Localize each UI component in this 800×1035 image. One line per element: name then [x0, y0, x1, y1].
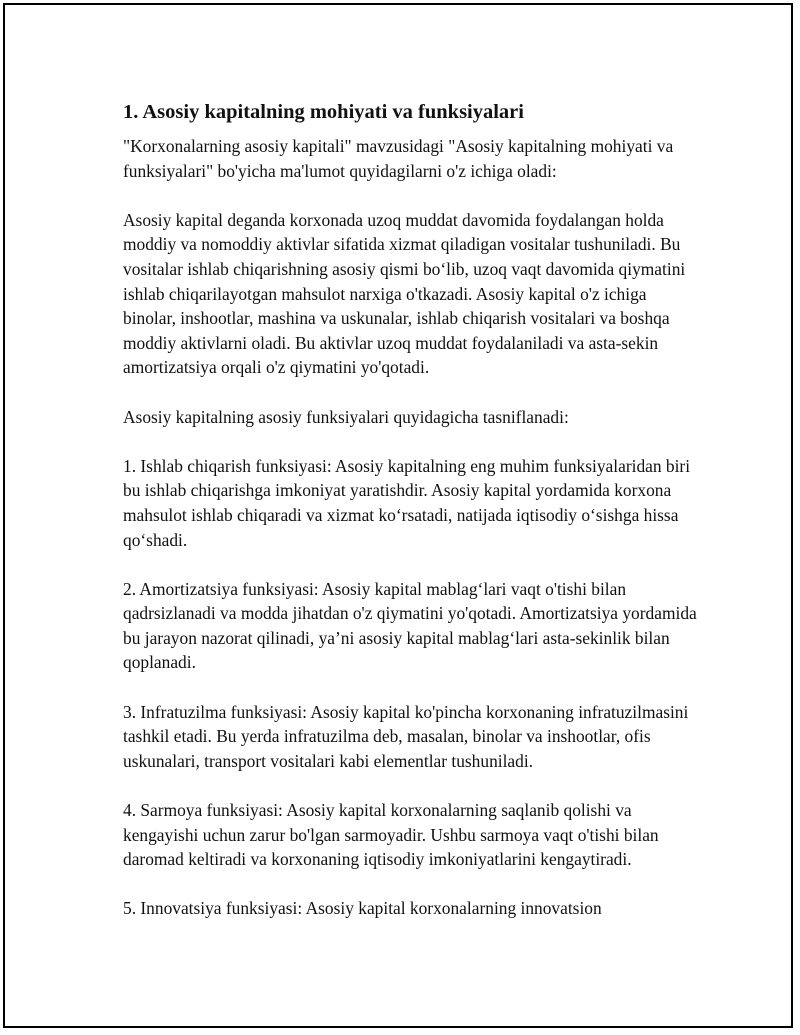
functions-intro-paragraph: Asosiy kapitalning asosiy funksiyalari quyidagicha tasniflanadi:	[123, 406, 569, 427]
intro-paragraph: "Korxonalarning asosiy kapitali" mavzusidagi "Asosiy kapitalning mohiyati va funksiyalari" bo'yicha ma'lumot quyidagilarni o'z ichiga oladi:	[123, 136, 674, 181]
function-item-infrastructure: 3. Infratuzilma funksiyasi: Asosiy kapital ko'pincha korxonaning infratuzilmasini tashkil etadi. Bu yerda infratuzilma deb, masalan, binolar va inshootlar, ofis uskunalari, transport vositalari kabi elementlar tushuniladi.	[123, 701, 689, 771]
function-item-investment: 4. Sarmoya funksiyasi: Asosiy kapital korxonalarning saqlanib qolishi va kengayishi uchun zarur bo'lgan sarmoyadir. Ushbu sarmoya vaqt o'tishi bilan daromad keltiradi va korxonaning iqtisodiy imkoniyatlarini kengaytiradi.	[123, 800, 659, 870]
function-item-innovation: 5. Innovatsiya funksiyasi: Asosiy kapital korxonalarning innovatsion	[123, 898, 602, 919]
section-heading: 1. Asosiy kapitalning mohiyati va funksiyalari	[123, 101, 524, 123]
function-item-amortization: 2. Amortizatsiya funksiyasi: Asosiy kapital mablag‘lari vaqt o'tishi bilan qadrsizlanadi va modda jihatdan o'z qiymatini yo'qotadi. Amortizatsiya yordamida bu jarayon nazorat qilinadi, ya’ni asosiy kapital mablag‘lari asta-sekinlik bilan qoplanadi.	[123, 578, 697, 673]
definition-paragraph: Asosiy kapital deganda korxonada uzoq muddat davomida foydalangan holda moddiy va nomoddiy aktivlar sifatida xizmat qiladigan vositalar tushuniladi. Bu vositalar ishlab chiqarishning asosiy qismi bo‘lib, uzoq vaqt davomida qiymatini ishlab chiqarilayotgan mahsulot narxiga o'tkazadi. Asosiy kapital o'z ichiga binolar, inshootlar, mashina va uskunalar, ishlab chiqarish vositalari va boshqa moddiy aktivlarni oladi. Bu aktivlar uzoq muddat foydalaniladi va asta-sekin amortizatsiya orqali o'z qiymatini yo'qotadi.	[123, 209, 686, 378]
function-item-production: 1. Ishlab chiqarish funksiyasi: Asosiy kapitalning eng muhim funksiyalaridan biri bu ishlab chiqarishga imkoniyat yaratishdir. Asosiy kapital yordamida korxona mahsulot ishlab chiqaradi va xizmat ko‘rsatadi, natijada iqtisodiy o‘sishga hissa qo‘shadi.	[123, 455, 691, 550]
document-body	[123, 98, 698, 946]
page-frame	[3, 3, 793, 1028]
